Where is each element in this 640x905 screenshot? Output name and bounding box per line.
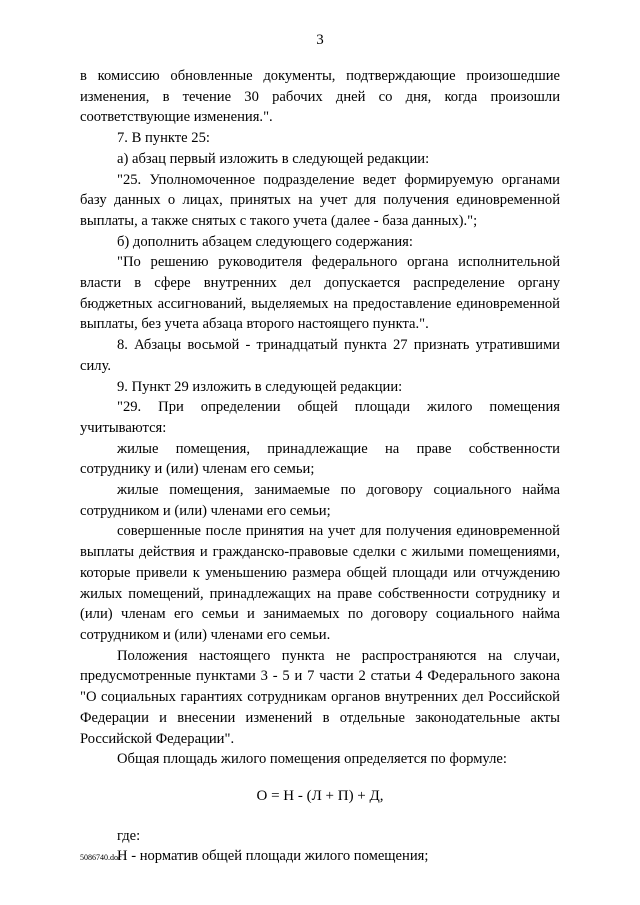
paragraph: б) дополнить абзацем следующего содержания: [117,233,413,250]
paragraph: 9. Пункт 29 изложить в следующей редакции: [117,378,403,395]
paragraph: а) абзац первый изложить в следующей редакции: [117,150,430,167]
paragraph: Положения настоящего пункта не распространяются на случаи, предусмотренные пунктами 3 - 5 и 7 части 2 статьи 4 Федерального закона "О социальных гарантиях сотрудникам органов внутренних дел Российской Федерации и внесении изменений в отдельные законодательные акты Российской Федерации". [80,647,560,747]
file-name-footer: 5086740.doc [80,853,122,862]
paragraph: "По решению руководителя федерального органа исполнительной власти в сфере внутренних дел допускается распределение органу бюджетных ассигнований, выделяемых на предоставление единовременной выплаты, без учета абзаца второго настоящего пункта.". [80,254,560,333]
paragraph: жилые помещения, занимаемые по договору социального найма сотрудником и (или) членами его семьи; [80,482,560,519]
paragraph: 7. В пункте 25: [117,130,210,147]
formula: О = Н - (Л + П) + Д, [256,787,384,804]
paragraph: "29. При определении общей площади жилого помещения учитываются: [80,399,560,436]
paragraph: совершенные после принятия на учет для получения единовременной выплаты действия и гражданско-правовые сделки с жилыми помещениями, которые привели к уменьшению размера общей площади или отчуждению жилых помещений, принадлежащих на праве собственности сотруднику и (или) членам его семьи и занимаемых по договору социального найма сотрудником и (или) членами его семьи. [80,523,560,643]
paragraph: "25. Уполномоченное подразделение ведет формируемую органами базу данных о лицах, принятых на учет для получения единовременной выплаты, а также снятых с такого учета (далее - база данных)."; [80,171,560,229]
document-body [80,66,560,867]
paragraph: в комиссию обновленные документы, подтверждающие произошедшие изменения, в течение 30 рабочих дней со дня, когда произошли соответствующие изменения.". [80,68,560,126]
paragraph: где: [117,827,141,844]
paragraph: жилые помещения, принадлежащие на праве собственности сотруднику и (или) членам его семьи; [80,440,560,478]
paragraph: 8. Абзацы восьмой - тринадцатый пункта 27 признать утратившими силу. [80,337,560,374]
paragraph: Общая площадь жилого помещения определяется по формуле: [117,751,507,768]
page-number: 3 [316,32,324,48]
paragraph: Н - норматив общей площади жилого помещения; [117,848,429,865]
